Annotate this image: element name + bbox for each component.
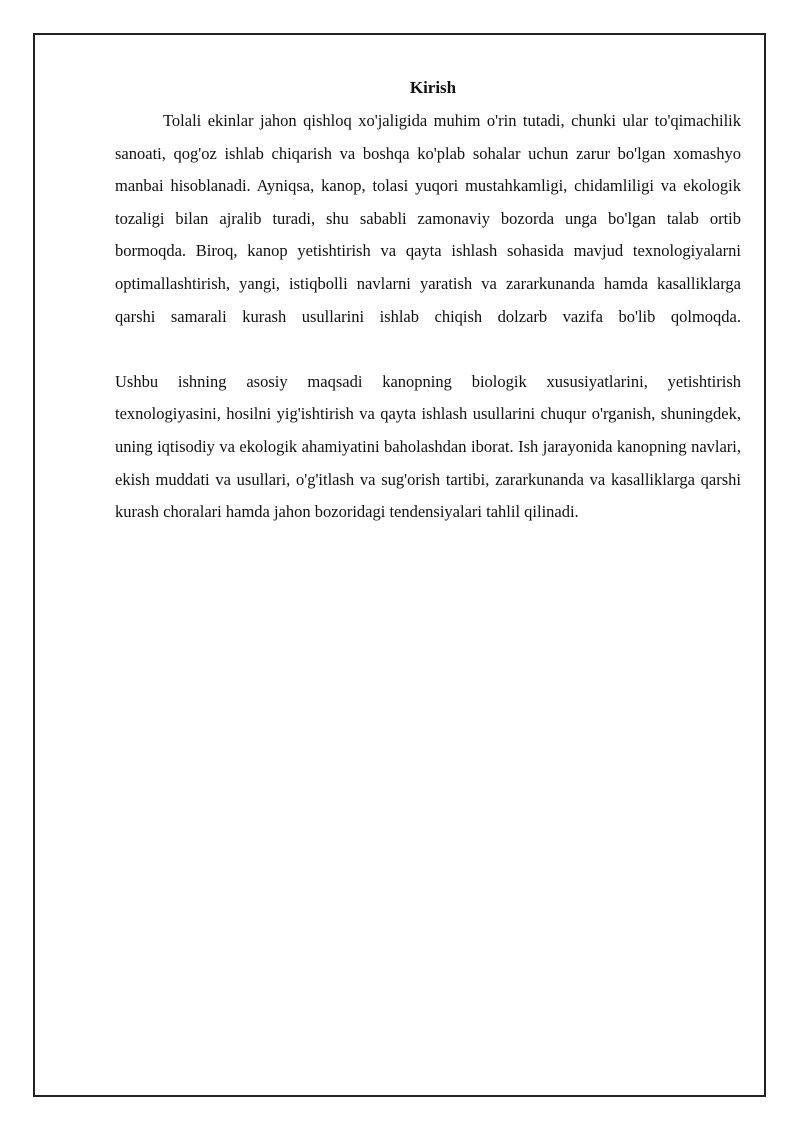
paragraph-goal: Ushbu ishning asosiy maqsadi kanopning biologik xususiyatlarini, yetishtirish texnologiyasini, hosilni yig'ishtirish va qayta ishlash usullarini chuqur o'rganish, shuningdek, uning iqtisodiy va ekologik ahamiyatini baholashdan iborat. Ish jarayonida kanopning navlari, ekish muddati va usullari, o'g'itlash va sug'orish tartibi, zararkunanda va kasalliklarga qarshi kurash choralari hamda jahon bozoridagi tendensiyalari tahlil qilinadi. bbox=[115, 371, 741, 522]
paragraph-intro: Tolali ekinlar jahon qishloq xo'jaligida muhim o'rin tutadi, chunki ular to'qimachilik sanoati, qog'oz ishlab chiqarish va boshqa ko'plab sohalar uchun zarur bo'lgan xomashyo manbai hisoblanadi. Ayniqsa, kanop, tolasi yuqori mustahkamligi, chidamliligi va ekologik tozaligi bilan ajralib turadi, shu sababli zamonaviy bozorda unga bo'lgan talab ortib bormoqda. Biroq, kanop yetishtirish va qayta ishlash sohasida mavjud texnologiyalarni optimallashtirish, yangi, istiqbolli navlarni yaratish va zararkunanda hamda kasalliklarga qarshi samarali kurash usullarini ishlab chiqish dolzarb vazifa bo'lib qolmoqda. bbox=[115, 111, 741, 326]
document-title: Kirish bbox=[409, 78, 457, 97]
paragraph-spacer bbox=[115, 333, 741, 366]
document-body bbox=[115, 74, 741, 529]
